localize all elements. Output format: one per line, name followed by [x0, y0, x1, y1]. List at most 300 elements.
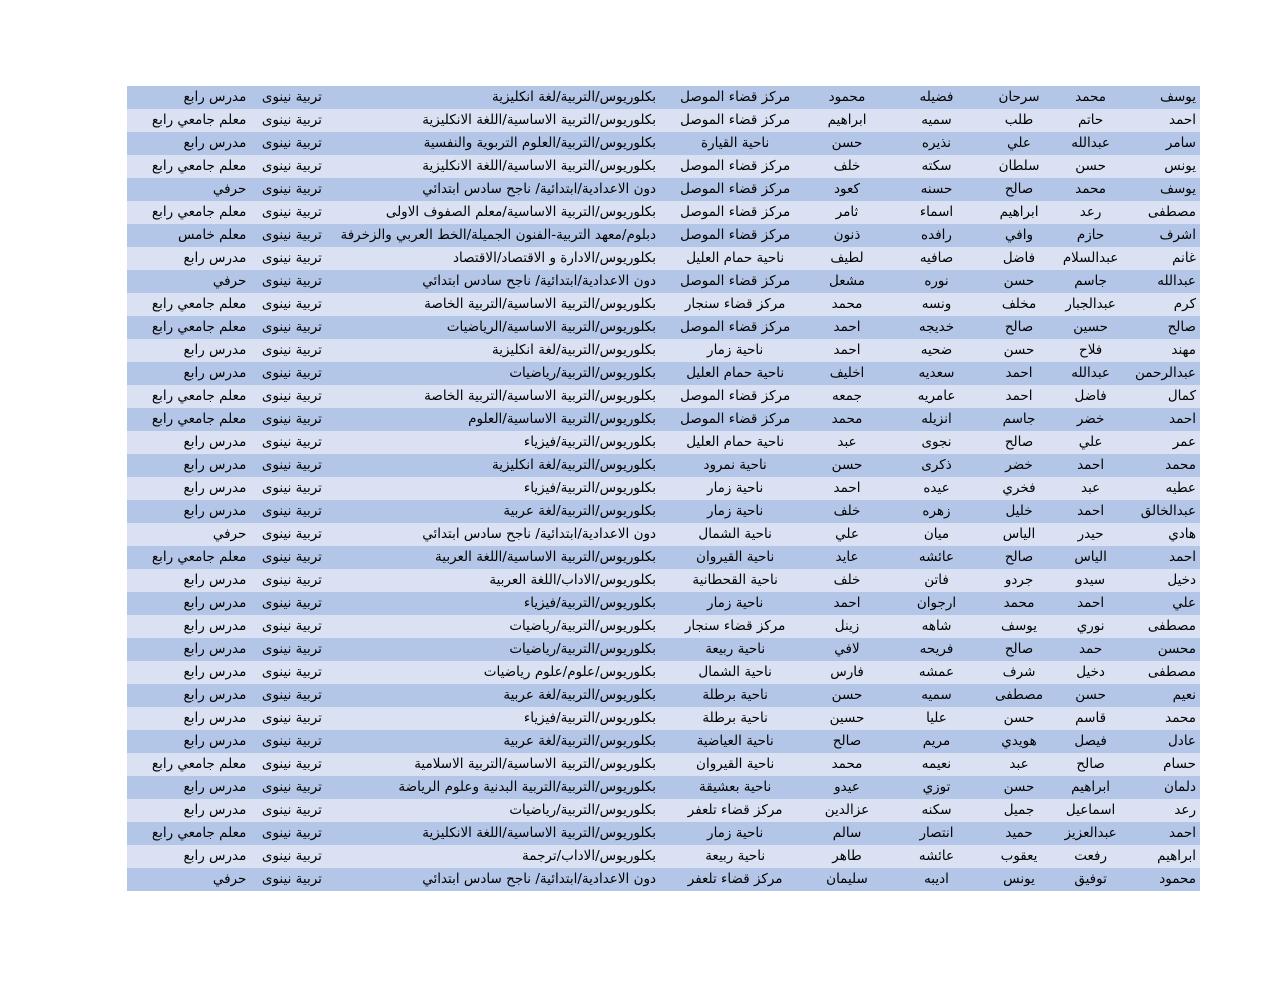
- job-title-cell: مدرس رابع: [183, 733, 247, 749]
- father-name-cell: عبد: [1080, 480, 1101, 496]
- mother-name-cell: نعيمه: [921, 756, 952, 772]
- father-name-cell: فيصل: [1074, 733, 1107, 749]
- first-name-cell: هادي: [1168, 526, 1196, 542]
- job-title-cell: معلم جامعي رابع: [151, 825, 247, 841]
- mother-name-cell: انتصار: [919, 825, 954, 841]
- table-row: [127, 109, 1200, 132]
- mother-father-name-cell: محمد: [831, 296, 863, 312]
- father-name-cell: رفعت: [1074, 848, 1107, 864]
- district-cell: مركز قضاء الموصل: [680, 227, 791, 243]
- directorate-cell: تربية نينوى: [261, 273, 322, 289]
- qualification-cell: دون الاعدادية/ابتدائية/ ناجح سادس ابتدائي: [422, 273, 657, 289]
- first-name-cell: عمر: [1172, 434, 1196, 450]
- table-row: [127, 822, 1200, 845]
- mother-father-name-cell: محمد: [831, 411, 863, 427]
- qualification-cell: بكلوريوس/الاداب/اللغة العربية: [489, 572, 657, 588]
- job-title-cell: مدرس رابع: [183, 802, 247, 818]
- first-name-cell: دلمان: [1164, 779, 1196, 795]
- qualification-cell: بكلوريوس/التربية الاساسية/الرياضيات: [446, 319, 657, 335]
- mother-father-name-cell: محمود: [828, 89, 866, 105]
- mother-name-cell: انزيله: [921, 411, 952, 427]
- qualification-cell: بكلوريوس/الاداب/ترجمة: [522, 848, 657, 864]
- job-title-cell: مدرس رابع: [183, 848, 247, 864]
- table-row: [127, 408, 1200, 431]
- table-row: [127, 500, 1200, 523]
- directorate-cell: تربية نينوى: [261, 871, 322, 887]
- father-name-cell: محمد: [1075, 89, 1107, 105]
- mother-name-cell: ميان: [923, 526, 950, 542]
- table-row: [127, 431, 1200, 454]
- directorate-cell: تربية نينوى: [261, 227, 322, 243]
- district-cell: ناحية القحطانية: [692, 572, 778, 588]
- grandfather-name-cell: حسن: [1003, 779, 1035, 795]
- district-cell: مركز قضاء الموصل: [680, 204, 791, 220]
- father-name-cell: خضر: [1076, 411, 1105, 427]
- job-title-cell: مدرس رابع: [183, 641, 247, 657]
- mother-father-name-cell: ثامر: [835, 204, 859, 220]
- mother-name-cell: نذيره: [921, 135, 952, 151]
- grandfather-name-cell: خضر: [1005, 457, 1033, 473]
- directorate-cell: تربية نينوى: [261, 572, 322, 588]
- qualification-cell: بكلوريوس/التربية الاساسية/التربية الاسلامية: [414, 756, 657, 772]
- job-title-cell: مدرس رابع: [183, 618, 247, 634]
- table-row: [127, 868, 1200, 891]
- first-name-cell: يونس: [1164, 158, 1196, 174]
- grandfather-name-cell: يونس: [1003, 871, 1035, 887]
- directorate-cell: تربية نينوى: [261, 641, 322, 657]
- job-title-cell: معلم جامعي رابع: [151, 756, 247, 772]
- job-title-cell: مدرس رابع: [183, 135, 247, 151]
- directorate-cell: تربية نينوى: [261, 296, 322, 312]
- mother-father-name-cell: علي: [835, 526, 859, 542]
- mother-name-cell: عيده: [923, 480, 950, 496]
- mother-father-name-cell: كعود: [834, 181, 860, 197]
- father-name-cell: حسين: [1073, 319, 1108, 335]
- father-name-cell: علي: [1078, 434, 1103, 450]
- first-name-cell: غانم: [1172, 250, 1196, 266]
- table-row: [127, 339, 1200, 362]
- directorate-cell: تربية نينوى: [261, 664, 322, 680]
- grandfather-name-cell: مصطفى: [994, 687, 1044, 703]
- qualification-cell: بكلوريوس/التربية الاساسية/العلوم: [468, 411, 657, 427]
- job-title-cell: معلم جامعي رابع: [151, 158, 247, 174]
- father-name-cell: حمد: [1078, 641, 1103, 657]
- grandfather-name-cell: احمد: [1005, 365, 1033, 381]
- father-name-cell: سيدو: [1076, 572, 1106, 588]
- father-name-cell: عبدالجبار: [1065, 296, 1116, 312]
- district-cell: ناحية حمام العليل: [686, 250, 785, 266]
- mother-father-name-cell: لافي: [834, 641, 860, 657]
- qualification-cell: بكلوريوس/التربية الاساسية/التربية الخاصة: [424, 296, 657, 312]
- directorate-cell: تربية نينوى: [261, 158, 322, 174]
- mother-name-cell: عائشه: [918, 848, 955, 864]
- first-name-cell: مصطفى: [1147, 618, 1196, 634]
- table-row: [127, 546, 1200, 569]
- job-title-cell: مدرس رابع: [183, 687, 247, 703]
- mother-name-cell: فاتن: [924, 572, 949, 588]
- mother-name-cell: فضيله: [919, 89, 954, 105]
- table-row: [127, 477, 1200, 500]
- district-cell: مركز قضاء الموصل: [680, 112, 791, 128]
- table-row: [127, 592, 1200, 615]
- district-cell: ناحية برطلة: [702, 687, 768, 703]
- table-row: [127, 569, 1200, 592]
- district-cell: مركز قضاء الموصل: [680, 319, 791, 335]
- mother-father-name-cell: ذنون: [833, 227, 861, 243]
- mother-name-cell: رافده: [921, 227, 952, 243]
- directorate-cell: تربية نينوى: [261, 595, 322, 611]
- first-name-cell: كمال: [1167, 388, 1196, 404]
- table-row: [127, 730, 1200, 753]
- district-cell: ناحية حمام العليل: [686, 434, 785, 450]
- district-cell: ناحية برطلة: [702, 710, 768, 726]
- grandfather-name-cell: سرحان: [998, 89, 1040, 105]
- mother-father-name-cell: اخليف: [829, 365, 865, 381]
- father-name-cell: قاسم: [1075, 710, 1107, 726]
- mother-father-name-cell: ابراهيم: [827, 112, 867, 128]
- directorate-cell: تربية نينوى: [261, 112, 322, 128]
- mother-father-name-cell: محمد: [831, 756, 863, 772]
- grandfather-name-cell: احمد: [1005, 388, 1033, 404]
- job-title-cell: مدرس رابع: [183, 480, 247, 496]
- directorate-cell: تربية نينوى: [261, 434, 322, 450]
- directorate-cell: تربية نينوى: [261, 848, 322, 864]
- district-cell: مركز قضاء سنجار: [684, 296, 786, 312]
- mother-name-cell: سميه: [921, 687, 952, 703]
- qualification-cell: دون الاعدادية/ابتدائية/ ناجح سادس ابتدائي: [422, 871, 657, 887]
- mother-father-name-cell: زينل: [834, 618, 860, 634]
- first-name-cell: عادل: [1168, 733, 1196, 749]
- qualification-cell: بكلوريوس/التربية الاساسية/اللغة العربية: [435, 549, 657, 565]
- mother-father-name-cell: احمد: [833, 342, 861, 358]
- directorate-cell: تربية نينوى: [261, 457, 322, 473]
- qualification-cell: بكلوريوس/التربية/لغة عربية: [503, 733, 657, 749]
- mother-father-name-cell: عيدو: [834, 779, 860, 795]
- job-title-cell: معلم جامعي رابع: [151, 411, 247, 427]
- job-title-cell: معلم جامعي رابع: [151, 549, 247, 565]
- grandfather-name-cell: فخري: [1002, 480, 1036, 496]
- mother-name-cell: نوره: [924, 273, 949, 289]
- table-row: [127, 638, 1200, 661]
- directorate-cell: تربية نينوى: [261, 181, 322, 197]
- job-title-cell: مدرس رابع: [183, 457, 247, 473]
- job-title-cell: حرفي: [212, 273, 247, 289]
- first-name-cell: عبدالخالق: [1140, 503, 1196, 519]
- grandfather-name-cell: حسن: [1003, 273, 1035, 289]
- mother-father-name-cell: سليمان: [826, 871, 868, 887]
- grandfather-name-cell: فاضل: [1002, 250, 1036, 266]
- qualification-cell: بكلوريوس/التربية/لغة انكليزية: [491, 342, 657, 358]
- grandfather-name-cell: جميل: [1003, 802, 1035, 818]
- job-title-cell: معلم جامعي رابع: [151, 112, 247, 128]
- first-name-cell: ابراهيم: [1157, 848, 1196, 864]
- father-name-cell: اسماعيل: [1065, 802, 1116, 818]
- mother-name-cell: ضحيه: [920, 342, 953, 358]
- district-cell: ناحية القيارة: [701, 135, 770, 151]
- district-cell: ناحية ربيعة: [705, 848, 766, 864]
- grandfather-name-cell: صالح: [1004, 549, 1034, 565]
- first-name-cell: يوسف: [1159, 89, 1196, 105]
- mother-name-cell: حسنه: [920, 181, 953, 197]
- grandfather-name-cell: علي: [1007, 135, 1031, 151]
- qualification-cell: دبلوم/معهد التربية-الفنون الجميلة/الخط العربي والزخرفة: [340, 227, 657, 243]
- qualification-cell: بكلوريوس/التربية/فيزياء: [523, 434, 657, 450]
- district-cell: مركز قضاء الموصل: [680, 388, 791, 404]
- qualification-cell: بكلوريوس/التربية الاساسية/اللغة الانكليزية: [422, 112, 657, 128]
- father-name-cell: رعد: [1079, 204, 1102, 220]
- first-name-cell: نعيم: [1172, 687, 1196, 703]
- table-row: [127, 201, 1200, 224]
- qualification-cell: بكلوريوس/التربية/العلوم التربوية والنفسية: [423, 135, 657, 151]
- grandfather-name-cell: يعقوب: [1000, 848, 1038, 864]
- qualification-cell: بكلوريوس/التربية/التربية البدنية وعلوم الرياضة: [398, 779, 657, 795]
- qualification-cell: بكلوريوس/التربية/لغة انكليزية: [491, 89, 657, 105]
- qualification-cell: بكلوريوس/التربية الاساسية/اللغة الانكليزية: [422, 825, 657, 841]
- mother-father-name-cell: احمد: [833, 595, 861, 611]
- table-row: [127, 247, 1200, 270]
- mother-name-cell: توزي: [922, 779, 951, 795]
- first-name-cell: سامر: [1165, 135, 1196, 151]
- grandfather-name-cell: حسن: [1003, 342, 1035, 358]
- qualification-cell: دون الاعدادية/ابتدائية/ ناجح سادس ابتدائي: [422, 181, 657, 197]
- mother-father-name-cell: مشعل: [829, 273, 866, 289]
- table-row: [127, 362, 1200, 385]
- grandfather-name-cell: جاسم: [1002, 411, 1036, 427]
- district-cell: ناحية بعشيقة: [699, 779, 772, 795]
- directorate-cell: تربية نينوى: [261, 756, 322, 772]
- first-name-cell: احمد: [1169, 825, 1196, 841]
- mother-name-cell: ونسه: [921, 296, 952, 312]
- table-row: [127, 523, 1200, 546]
- job-title-cell: معلم خامس: [177, 227, 247, 243]
- grandfather-name-cell: مخلف: [1001, 296, 1037, 312]
- first-name-cell: كرم: [1173, 296, 1196, 312]
- first-name-cell: محمد: [1165, 457, 1196, 473]
- job-title-cell: مدرس رابع: [183, 779, 247, 795]
- first-name-cell: اشرف: [1159, 227, 1196, 243]
- table-row: [127, 753, 1200, 776]
- qualification-cell: بكلوريوس/التربية/رياضيات: [509, 802, 657, 818]
- directorate-cell: تربية نينوى: [261, 687, 322, 703]
- job-title-cell: مدرس رابع: [183, 503, 247, 519]
- grandfather-name-cell: صالح: [1004, 319, 1034, 335]
- mother-name-cell: فريحه: [919, 641, 954, 657]
- grandfather-name-cell: عبد: [1009, 756, 1029, 772]
- district-cell: ناحية العياضية: [696, 733, 774, 749]
- mother-name-cell: عائشه: [918, 549, 955, 565]
- father-name-cell: فلاح: [1078, 342, 1103, 358]
- mother-name-cell: ذكرى: [921, 457, 952, 473]
- mother-father-name-cell: خلف: [833, 503, 861, 519]
- qualification-cell: بكلوريوس/التربية الاساسية/التربية الخاصة: [424, 388, 657, 404]
- mother-father-name-cell: احمد: [833, 319, 861, 335]
- first-name-cell: دخيل: [1167, 572, 1196, 588]
- district-cell: ناحية الشمال: [698, 526, 772, 542]
- table-row: [127, 454, 1200, 477]
- mother-name-cell: سكته: [921, 158, 952, 174]
- district-cell: مركز قضاء الموصل: [680, 411, 791, 427]
- district-cell: مركز قضاء تلعفر: [687, 802, 783, 818]
- grandfather-name-cell: صالح: [1004, 641, 1034, 657]
- qualification-cell: دون الاعدادية/ابتدائية/ ناجح سادس ابتدائي: [422, 526, 657, 542]
- district-cell: مركز قضاء الموصل: [680, 181, 791, 197]
- table-row: [127, 661, 1200, 684]
- first-name-cell: مصطفى: [1147, 664, 1196, 680]
- mother-name-cell: عمشه: [918, 664, 955, 680]
- job-title-cell: معلم جامعي رابع: [151, 296, 247, 312]
- first-name-cell: حسام: [1163, 756, 1196, 772]
- directorate-cell: تربية نينوى: [261, 549, 322, 565]
- qualification-cell: بكلوريوس/التربية/رياضيات: [509, 618, 657, 634]
- father-name-cell: احمد: [1077, 457, 1105, 473]
- mother-father-name-cell: حسن: [831, 135, 863, 151]
- district-cell: مركز قضاء الموصل: [680, 273, 791, 289]
- table-row: [127, 270, 1200, 293]
- table-row: [127, 707, 1200, 730]
- mother-father-name-cell: حسين: [829, 710, 865, 726]
- directorate-cell: تربية نينوى: [261, 411, 322, 427]
- father-name-cell: جاسم: [1074, 273, 1107, 289]
- job-title-cell: مدرس رابع: [183, 664, 247, 680]
- first-name-cell: احمد: [1169, 112, 1196, 128]
- grandfather-name-cell: طلب: [1004, 112, 1034, 128]
- first-name-cell: احمد: [1169, 549, 1196, 565]
- grandfather-name-cell: شرف: [1002, 664, 1036, 680]
- district-cell: ناحية زمار: [707, 480, 764, 496]
- table-row: [127, 776, 1200, 799]
- mother-name-cell: ارجوان: [916, 595, 957, 611]
- grandfather-name-cell: سلطان: [998, 158, 1040, 174]
- mother-father-name-cell: عايد: [835, 549, 859, 565]
- qualification-cell: بكلوريوس/علوم/علوم رياضيات: [483, 664, 657, 680]
- first-name-cell: عبدالله: [1157, 273, 1196, 289]
- qualification-cell: بكلوريوس/التربية/فيزياء: [523, 595, 657, 611]
- directorate-cell: تربية نينوى: [261, 135, 322, 151]
- district-cell: ناحية الشمال: [698, 664, 772, 680]
- directorate-cell: تربية نينوى: [261, 250, 322, 266]
- job-title-cell: مدرس رابع: [183, 342, 247, 358]
- directorate-cell: تربية نينوى: [261, 733, 322, 749]
- grandfather-name-cell: الياس: [1002, 526, 1036, 542]
- father-name-cell: دخيل: [1076, 664, 1105, 680]
- district-cell: ناحية زمار: [707, 342, 764, 358]
- first-name-cell: عطيه: [1165, 480, 1196, 496]
- qualification-cell: بكلوريوس/التربية/فيزياء: [523, 710, 657, 726]
- qualification-cell: بكلوريوس/التربية الاساسية/معلم الصفوف الاولى: [385, 204, 657, 220]
- first-name-cell: احمد: [1169, 411, 1196, 427]
- directorate-cell: تربية نينوى: [261, 526, 322, 542]
- first-name-cell: مهند: [1171, 342, 1196, 358]
- applicants-table: [127, 86, 1200, 891]
- directorate-cell: تربية نينوى: [261, 388, 322, 404]
- job-title-cell: مدرس رابع: [183, 572, 247, 588]
- district-cell: ناحية القيروان: [696, 549, 775, 565]
- job-title-cell: معلم جامعي رابع: [151, 388, 247, 404]
- table-row: [127, 799, 1200, 822]
- mother-name-cell: سميه: [921, 112, 952, 128]
- job-title-cell: مدرس رابع: [183, 89, 247, 105]
- job-title-cell: حرفي: [212, 871, 247, 887]
- grandfather-name-cell: صالح: [1004, 434, 1034, 450]
- mother-name-cell: عامريه: [917, 388, 956, 404]
- directorate-cell: تربية نينوى: [261, 618, 322, 634]
- first-name-cell: صالح: [1167, 319, 1196, 335]
- table-row: [127, 845, 1200, 868]
- mother-name-cell: شاهه: [921, 618, 952, 634]
- mother-father-name-cell: عزالدين: [824, 802, 870, 818]
- father-name-cell: فاضل: [1074, 388, 1107, 404]
- mother-father-name-cell: سالم: [832, 825, 862, 841]
- grandfather-name-cell: حسن: [1003, 710, 1035, 726]
- first-name-cell: مصطفى: [1147, 204, 1196, 220]
- father-name-cell: عبدالله: [1071, 135, 1110, 151]
- father-name-cell: حسن: [1075, 687, 1106, 703]
- district-cell: ناحية حمام العليل: [686, 365, 785, 381]
- first-name-cell: علي: [1172, 595, 1196, 611]
- district-cell: مركز قضاء الموصل: [680, 89, 791, 105]
- grandfather-name-cell: حميد: [1005, 825, 1033, 841]
- directorate-cell: تربية نينوى: [261, 802, 322, 818]
- first-name-cell: عبدالرحمن: [1135, 365, 1196, 381]
- table-row: [127, 132, 1200, 155]
- district-cell: مركز قضاء سنجار: [684, 618, 786, 634]
- father-name-cell: ابراهيم: [1071, 779, 1111, 795]
- mother-name-cell: اسماء: [919, 204, 954, 220]
- district-cell: ناحية زمار: [707, 503, 764, 519]
- mother-father-name-cell: جمعه: [832, 388, 862, 404]
- grandfather-name-cell: جردو: [1004, 572, 1034, 588]
- job-title-cell: مدرس رابع: [183, 710, 247, 726]
- table-row: [127, 615, 1200, 638]
- district-cell: ناحية القيروان: [696, 756, 775, 772]
- table-row: [127, 178, 1200, 201]
- father-name-cell: احمد: [1077, 595, 1105, 611]
- directorate-cell: تربية نينوى: [261, 365, 322, 381]
- mother-father-name-cell: لطيف: [830, 250, 864, 266]
- mother-name-cell: سعديه: [918, 365, 955, 381]
- qualification-cell: بكلوريوس/التربية الاساسية/اللغة الانكليزية: [422, 158, 657, 174]
- table-row: [127, 385, 1200, 408]
- directorate-cell: تربية نينوى: [261, 480, 322, 496]
- qualification-cell: بكلوريوس/التربية/رياضيات: [509, 641, 657, 657]
- grandfather-name-cell: هويدي: [1001, 733, 1037, 749]
- job-title-cell: مدرس رابع: [183, 434, 247, 450]
- job-title-cell: مدرس رابع: [183, 365, 247, 381]
- first-name-cell: محمد: [1165, 710, 1196, 726]
- mother-father-name-cell: طاهر: [832, 848, 862, 864]
- mother-name-cell: عليا: [926, 710, 947, 726]
- mother-father-name-cell: عبد: [837, 434, 857, 450]
- job-title-cell: حرفي: [212, 526, 247, 542]
- first-name-cell: يوسف: [1159, 181, 1196, 197]
- mother-father-name-cell: خلف: [833, 158, 861, 174]
- mother-name-cell: زهره: [922, 503, 951, 519]
- grandfather-name-cell: محمد: [1003, 595, 1035, 611]
- job-title-cell: مدرس رابع: [183, 595, 247, 611]
- qualification-cell: بكلوريوس/التربية/رياضيات: [509, 365, 657, 381]
- mother-name-cell: اديبه: [924, 871, 949, 887]
- district-cell: ناحية نمرود: [703, 457, 767, 473]
- district-cell: مركز قضاء الموصل: [680, 158, 791, 174]
- directorate-cell: تربية نينوى: [261, 779, 322, 795]
- mother-name-cell: سكنه: [921, 802, 952, 818]
- directorate-cell: تربية نينوى: [261, 503, 322, 519]
- district-cell: ناحية ربيعة: [705, 641, 766, 657]
- qualification-cell: بكلوريوس/التربية/لغة انكليزية: [491, 457, 657, 473]
- directorate-cell: تربية نينوى: [261, 319, 322, 335]
- father-name-cell: توفيق: [1074, 871, 1107, 887]
- grandfather-name-cell: يوسف: [1001, 618, 1038, 634]
